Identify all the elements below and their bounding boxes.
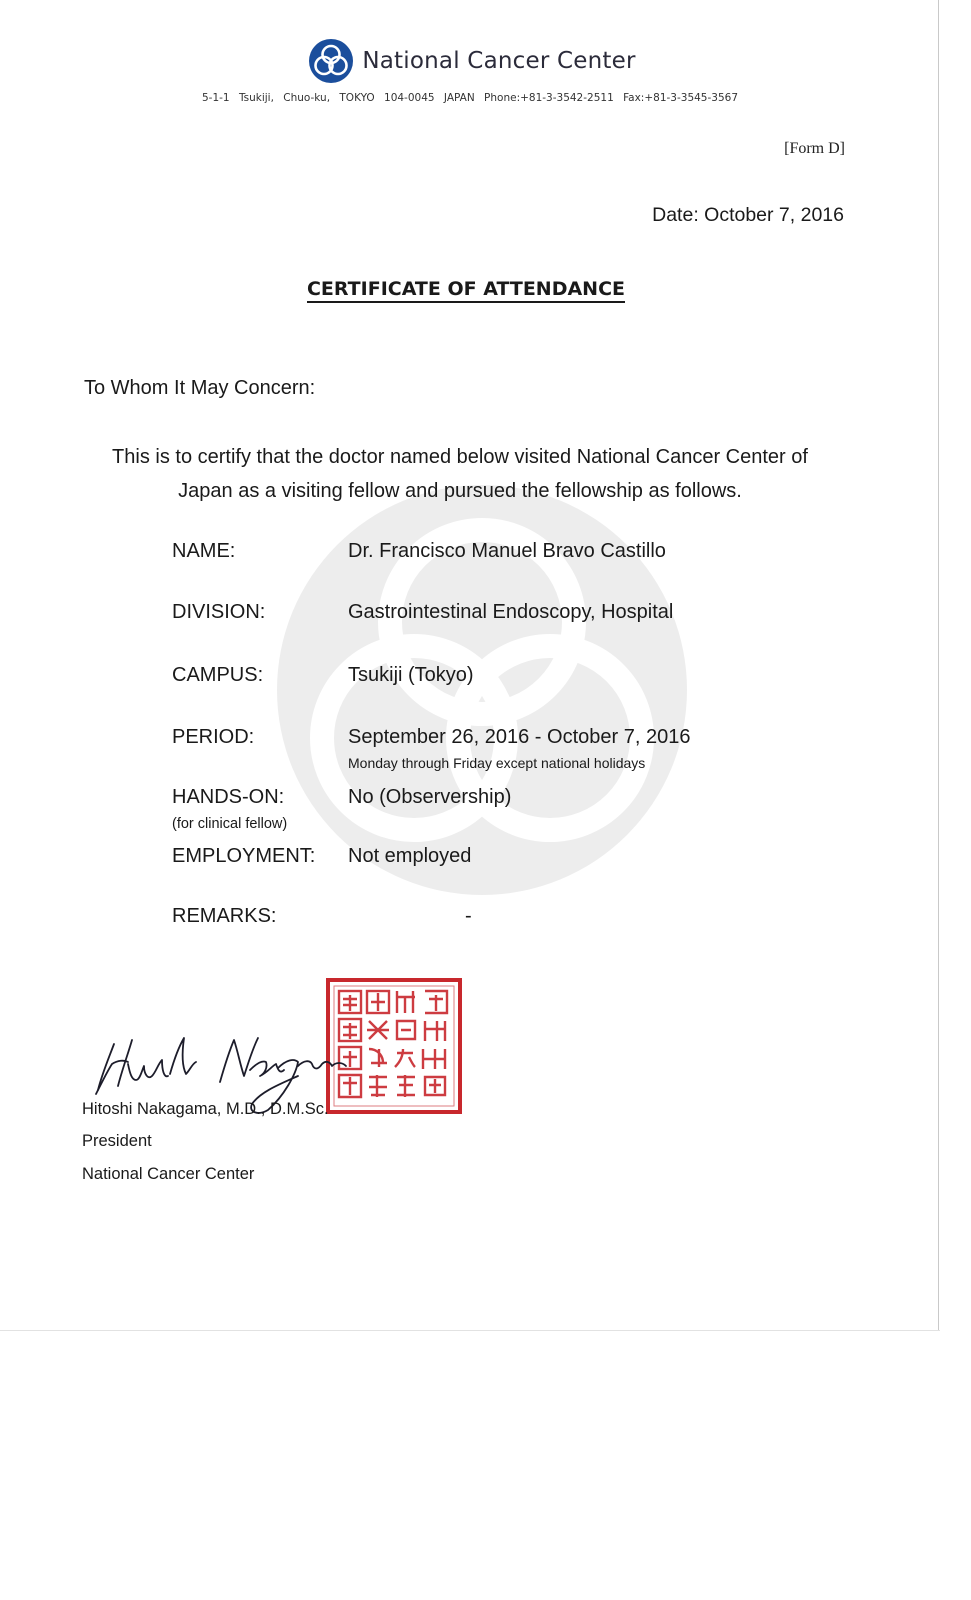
division-label: DIVISION:: [172, 601, 266, 623]
scan-edge-bottom: [0, 1330, 940, 1331]
remarks-value: -: [465, 905, 472, 927]
certificate-date: Date: October 7, 2016: [652, 204, 844, 226]
campus-label: CAMPUS:: [172, 664, 264, 686]
employment-label: EMPLOYMENT:: [172, 845, 316, 867]
certificate-title-text: CERTIFICATE OF ATTENDANCE: [307, 278, 625, 303]
salutation: To Whom It May Concern:: [84, 377, 316, 399]
letterhead-brand: [4, 38, 940, 84]
signer-position: President: [82, 1132, 152, 1150]
campus-value: Tsukiji (Tokyo): [348, 664, 474, 686]
remarks-label: REMARKS:: [172, 905, 277, 927]
watermark-logo: [262, 470, 702, 910]
hands-on-label: HANDS-ON:: [172, 786, 285, 808]
ncc-logo-icon: [308, 38, 354, 84]
period-note: Monday through Friday except national holidays: [348, 755, 646, 771]
hands-on-sublabel: (for clinical fellow): [172, 816, 288, 832]
intro-paragraph: This is to certify that the doctor named below visited National Cancer Center of Japan as a visiting fellow and pursued the fellowship as follows.: [112, 446, 808, 502]
signer-name: Hitoshi Nakagama, M.D., D.M.Sc.: [82, 1100, 329, 1118]
name-label: NAME:: [172, 540, 236, 562]
name-value: Dr. Francisco Manuel Bravo Castillo: [348, 540, 666, 562]
division-value: Gastrointestinal Endoscopy, Hospital: [348, 601, 674, 623]
letterhead: [0, 38, 940, 84]
letterhead-address: 5-1-1 Tsukiji, Chuo-ku, TOKYO 104-0045 JAPAN Phone:+81-3-3542-2511 Fax:+81-3-3545-3567: [201, 92, 738, 104]
organization-name: National Cancer Center: [362, 48, 636, 74]
employment-value: Not employed: [348, 845, 472, 867]
hands-on-value: No (Observership): [348, 786, 512, 808]
scan-edge-right: [938, 0, 939, 1330]
form-identifier: [Form D]: [784, 140, 845, 157]
period-value: September 26, 2016 - October 7, 2016: [348, 726, 691, 748]
certificate-title: [0, 278, 932, 300]
signer-organization: National Cancer Center: [82, 1165, 255, 1183]
period-label: PERIOD:: [172, 726, 255, 748]
